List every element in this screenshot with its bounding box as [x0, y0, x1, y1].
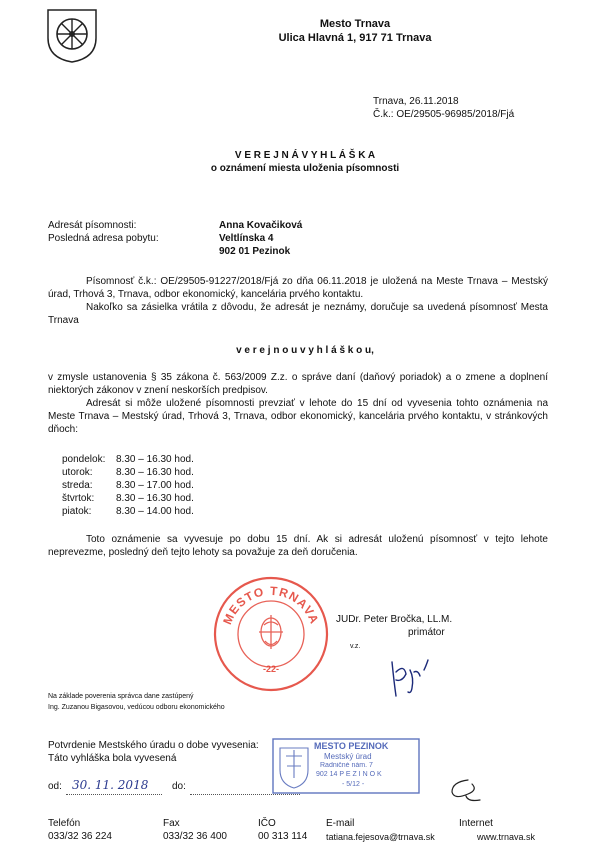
- addressee-label: Adresát písomnosti:: [48, 220, 137, 231]
- city-address: Ulica Hlavná 1, 917 71 Trnava: [278, 32, 432, 44]
- document-title: V E R E J N Á V Y H L Á Š K A: [234, 150, 376, 161]
- hours-row: [62, 467, 194, 478]
- authority-line-1: Na základe poverenia správca dane zastúpený: [48, 693, 194, 700]
- contact-value: tatiana.fejesova@trnava.sk: [326, 832, 435, 842]
- paragraph-validity: Toto oznámenie sa vyvesuje po dobu 15 dní. Ak si adresát uloženú písomnosť v tejto lehote neprevezme, posledný deň tejto lehoty sa považuje za deň doručenia.: [48, 534, 548, 558]
- authority-line-2: Ing. Zuzanou Bigasovou, vedúcou odboru ekonomického: [48, 704, 225, 711]
- hours-day: utorok:: [62, 467, 93, 478]
- contact-label: Telefón: [48, 818, 81, 829]
- posted-to-label: do:: [172, 781, 186, 792]
- stamp-line-4: 902 14 P E Z I N O K: [316, 771, 382, 778]
- signatory-vz: v.z.: [350, 643, 361, 650]
- addressee-name: Anna Kovačiková: [219, 220, 303, 231]
- contact-label: IČO: [258, 818, 276, 829]
- hours-time: 8.30 – 16.30 hod.: [116, 493, 194, 504]
- last-address-label: Posledná adresa pobytu:: [48, 233, 159, 244]
- contact-label: Internet: [459, 818, 493, 829]
- hours-time: 8.30 – 17.00 hod.: [116, 480, 194, 491]
- contact-value: www.trnava.sk: [477, 832, 536, 842]
- city-name: Mesto Trnava: [319, 18, 391, 30]
- signatory-name: JUDr. Peter Bročka, LL.M.: [336, 614, 453, 625]
- hours-day: streda:: [62, 480, 93, 491]
- pezinok-office-stamp: [272, 738, 420, 794]
- document-date: Trnava, 26.11.2018: [373, 96, 459, 107]
- posting-confirmation-label: Potvrdenie Mestského úradu o dobe vyvesenia:: [48, 740, 259, 751]
- coat-of-arms-wheel-icon: [46, 8, 98, 64]
- contact-label: E-mail: [326, 818, 355, 829]
- seal-number: -22-: [262, 664, 280, 674]
- reference-number: Č.k.: OE/29505-96985/2018/Fjá: [373, 109, 515, 120]
- paragraph-deposit: Písomnosť č.k.: OE/29505-91227/2018/Fjá zo dňa 06.11.2018 je uložená na Meste Trnava – Mestský úrad, Trhová 3, Trnava, odbor ekonomický, kancelária prvého kontaktu.: [48, 276, 548, 300]
- hours-row: [62, 493, 194, 504]
- hours-day: pondelok:: [62, 454, 106, 465]
- addressee-street: Veltlínska 4: [219, 233, 274, 244]
- hours-row: [62, 454, 194, 465]
- stamp-line-3: Radničné nám. 7: [320, 762, 373, 769]
- posted-from-value: 30. 11. 2018: [72, 778, 149, 792]
- city-seal-stamp: [212, 575, 330, 693]
- contact-value: 033/32 36 400: [163, 831, 227, 842]
- posting-status-label: Táto vyhláška bola vyvesená: [48, 753, 177, 764]
- paragraph-pickup: Adresát si môže uložené písomnosti prevziať v lehote do 15 dní od vyvesenia tohto oznámenia na Meste Trnava – Mestský úrad, Trhová 3, Trnava, odbor ekonomický, kancelária prvého kontaktu, v stránkových dňoch:: [48, 398, 548, 435]
- document-subtitle: o oznámení miesta uloženia písomnosti: [210, 163, 400, 174]
- hours-time: 8.30 – 16.30 hod.: [116, 467, 194, 478]
- contact-label: Fax: [163, 818, 180, 829]
- posted-from-label: od:: [48, 781, 62, 792]
- paragraph-law: v zmysle ustanovenia § 35 zákona č. 563/2009 Z.z. o správe daní (daňový poriadok) a o zmene a doplnení niektorých zákonov v znení neskorších predpisov.: [48, 372, 548, 396]
- hours-row: [62, 506, 194, 517]
- hours-row: [62, 480, 194, 491]
- hours-time: 8.30 – 14.00 hod.: [116, 506, 194, 517]
- hours-time: 8.30 – 16.30 hod.: [116, 454, 194, 465]
- stamp-line-1: MESTO PEZINOK: [314, 741, 389, 751]
- stamp-line-2: Mestský úrad: [324, 752, 372, 761]
- handwritten-signature: [384, 652, 444, 700]
- posting-signature: [438, 776, 498, 806]
- contact-value: 00 313 114: [258, 831, 308, 842]
- paragraph-returned: Nakoľko sa zásielka vrátila z dôvodu, že adresát je neznámy, doručuje sa uvedená písomnosť Mesta Trnava: [48, 302, 548, 326]
- stamp-line-5: - 5/12 -: [342, 781, 365, 788]
- hours-day: štvrtok:: [62, 493, 95, 504]
- seal-text: MESTO TRNAVA: [220, 583, 322, 627]
- public-notice-emphasis: v e r e j n o u v y h l á š k o u,: [236, 345, 374, 356]
- from-dotted-line: [66, 794, 162, 795]
- contact-value: 033/32 36 224: [48, 831, 112, 842]
- signatory-role: primátor: [408, 627, 445, 638]
- addressee-city: 902 01 Pezinok: [219, 246, 291, 257]
- to-dotted-line: [190, 794, 300, 795]
- hours-day: piatok:: [62, 506, 92, 517]
